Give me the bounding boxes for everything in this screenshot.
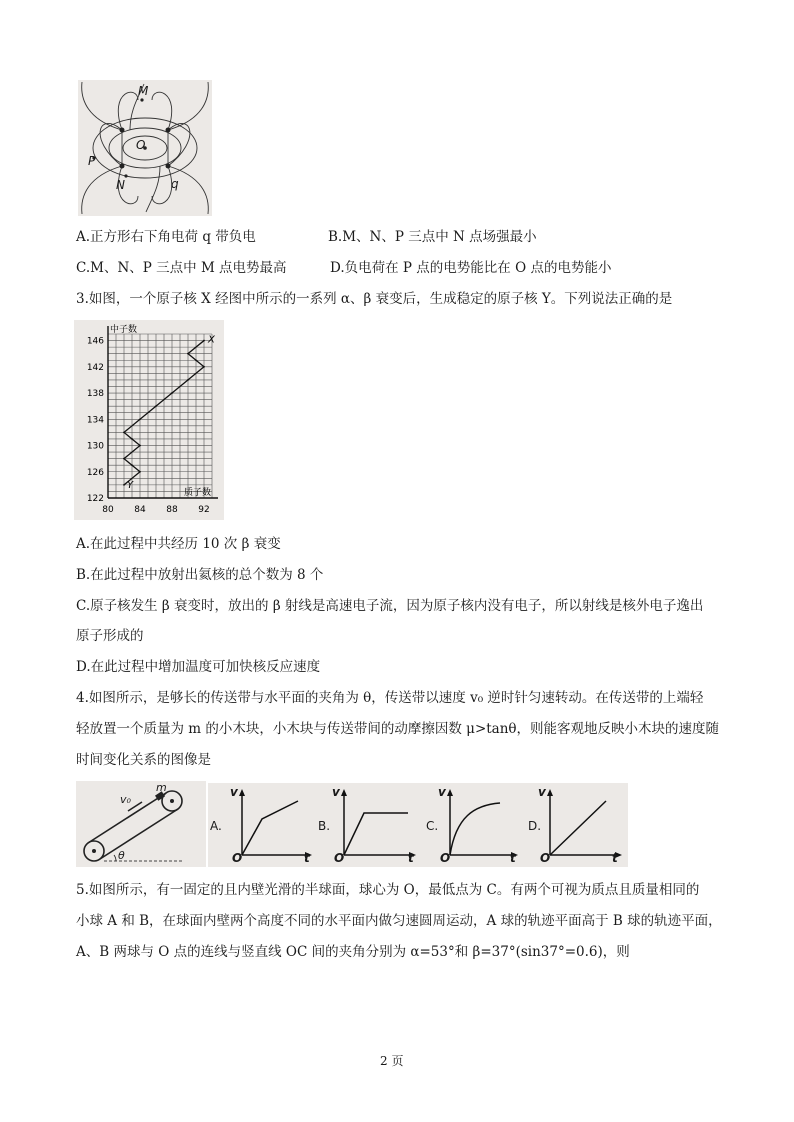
y-tick-label: 134 [86, 415, 104, 426]
graph-a-v: v [230, 785, 238, 799]
field-lines-figure [78, 80, 212, 216]
decay-point [195, 359, 197, 361]
x-tick-label: 84 [134, 505, 146, 515]
belt-v0-label: v₀ [120, 793, 131, 806]
decay-chart-svg [74, 320, 224, 520]
graph-c-v: v [438, 785, 446, 799]
decay-point [139, 445, 141, 447]
q2-option-b: B.M、N、P 三点中 N 点场强最小 [328, 229, 537, 245]
graph-a-letter: A. [210, 819, 222, 833]
graph-d-letter: D. [528, 819, 542, 833]
decay-point [131, 464, 133, 466]
vt-graphs-strip [208, 783, 628, 867]
graph-d-v: v [538, 785, 546, 799]
x-tick-label: 88 [166, 505, 178, 515]
q3-option-c: C.原子核发生 β 衰变时，放出的 β 射线是高速电子流，因为原子核内没有电子，所以射线是核外电子逸出 [76, 598, 704, 614]
q4-stem-2: 轻放置一个质量为 m 的小木块，小木块与传送带间的动摩擦因数 μ>tanθ，则能客观地反映小木块的速度随 [76, 721, 720, 737]
q4-stem-1: 4.如图所示，是够长的传送带与水平面的夹角为 θ，传送带以速度 v₀ 逆时针匀速转动。在传送带的上端轻 [76, 690, 704, 706]
graph-c-t: t [510, 851, 516, 865]
q2-option-a: A.正方形右下角电荷 q 带负电 [76, 229, 256, 245]
y-axis-label: 中子数 [110, 325, 138, 335]
graph-a-origin: O [232, 851, 243, 865]
label-O: O [136, 138, 146, 152]
decay-point [203, 366, 205, 368]
decay-point [123, 458, 125, 460]
q3-option-a: A.在此过程中共经历 10 次 β 衰变 [76, 536, 281, 552]
q2-option-c: C.M、N、P 三点中 M 点电势最高 [76, 260, 287, 276]
label-P: P [88, 154, 96, 168]
label-q: q [171, 177, 179, 191]
decay-point [187, 379, 189, 381]
q3-stem: 3.如图，一个原子核 X 经图中所示的一系列 α、β 衰变后，生成稳定的原子核 Y。下列说法正确的是 [76, 291, 673, 307]
decay-point [171, 392, 173, 394]
decay-chart [74, 320, 224, 520]
x-axis-label: 质子数 [184, 488, 212, 498]
start-label-X: X [208, 334, 215, 346]
y-tick-label: 146 [86, 336, 104, 347]
decay-point [139, 471, 141, 473]
x-tick-label: 80 [102, 505, 114, 515]
graph-b-v: v [332, 785, 340, 799]
end-label-Y: Y [127, 479, 134, 491]
decay-point [131, 438, 133, 440]
q3-option-d: D.在此过程中增加温度可加快核反应速度 [76, 659, 321, 675]
graph-d-t: t [612, 851, 618, 865]
decay-point [139, 418, 141, 420]
belt-theta-label: θ [118, 849, 125, 862]
graph-d-origin: O [540, 851, 551, 865]
graph-b-t: t [408, 851, 414, 865]
decay-point [123, 484, 125, 486]
graph-c-origin: O [440, 851, 451, 865]
y-tick-label: 138 [86, 389, 104, 400]
graph-b-letter: B. [318, 819, 331, 833]
decay-point [187, 353, 189, 355]
graph-c-letter: C. [426, 819, 439, 833]
label-N: N [116, 178, 125, 192]
q3-option-b: B.在此过程中放射出氦核的总个数为 8 个 [76, 567, 324, 583]
q2-option-d: D.负电荷在 P 点的电势能比在 O 点的电势能小 [330, 260, 612, 276]
q4-stem-3: 时间变化关系的图像是 [76, 752, 211, 768]
q5-line-2: 小球 A 和 B，在球面内壁两个高度不同的水平面内做匀速圆周运动，A 球的轨迹平面高于 B 球的轨迹平面， [76, 913, 722, 929]
graph-b-origin: O [334, 851, 345, 865]
q5-line-1: 5.如图所示，有一固定的且内壁光滑的半球面，球心为 O，最低点为 C。有两个可视为质点且质量相同的 [76, 882, 700, 898]
q3-option-c-cont: 原子形成的 [76, 628, 144, 644]
x-tick-label: 92 [198, 505, 210, 515]
decay-point [155, 405, 157, 407]
conveyor-belt-figure [76, 781, 206, 867]
decay-point [203, 340, 205, 342]
belt-m-label: m [156, 781, 167, 794]
y-tick-label: 130 [86, 441, 104, 452]
y-tick-label: 126 [86, 467, 104, 478]
q5-line-3: A、B 两球与 O 点的连线与竖直线 OC 间的夹角分别为 α=53°和 β=37°(sin37°=0.6)，则 [76, 944, 630, 960]
decay-point [123, 432, 125, 434]
y-tick-label: 122 [86, 494, 104, 504]
label-M: M [138, 84, 149, 98]
graph-a-t: t [304, 851, 310, 865]
y-tick-label: 142 [86, 362, 104, 373]
page-number: 2 页 [380, 1054, 404, 1068]
